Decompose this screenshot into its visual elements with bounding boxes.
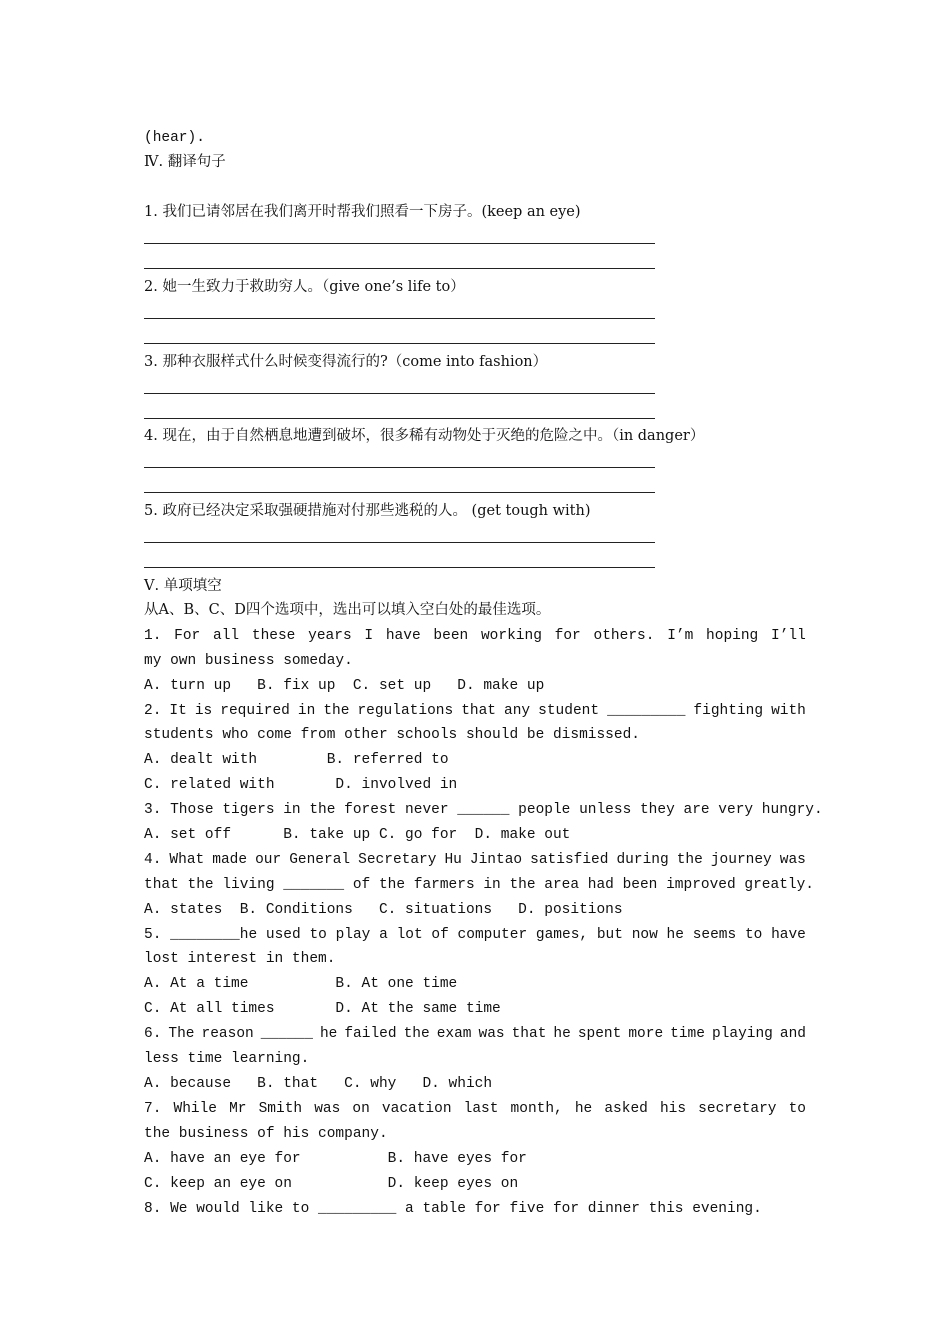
- question-6-options: A. because B. that C. why D. which: [144, 1076, 493, 1092]
- answer-line: [144, 318, 655, 319]
- question-7-options-cd: C. keep an eye on D. keep eyes on: [144, 1176, 519, 1192]
- translation-item-4: 4. 现在，由于自然栖息地遭到破坏，很多稀有动物处于灭绝的危险之中。（in danger）: [144, 428, 705, 444]
- word: he: [666, 927, 684, 943]
- word: games,: [535, 927, 589, 943]
- answer-line: [144, 467, 655, 468]
- word: our: [255, 852, 282, 868]
- word: satisfied: [530, 852, 609, 868]
- word: hoping: [706, 628, 759, 644]
- word: the: [323, 703, 350, 719]
- word: 1.: [144, 628, 162, 644]
- question-5-stem-cont: lost interest in them.: [144, 951, 336, 967]
- translation-item-1: 1. 我们已请邻居在我们离开时帮我们照看一下房子。(keep an eye): [144, 204, 581, 220]
- question-3-options: A. set off B. take up C. go for D. make out: [144, 827, 571, 843]
- question-1-stem: [144, 626, 806, 646]
- word: in: [297, 703, 316, 719]
- word: with: [771, 703, 806, 719]
- section-5-instruction: 从A、B、C、D四个选项中，选出可以填入空白处的最佳选项。: [144, 602, 551, 618]
- word: that: [511, 1026, 547, 1042]
- word: Hu: [444, 852, 462, 868]
- word: It: [169, 703, 187, 719]
- word: to: [744, 927, 763, 943]
- question-7-options-ab: A. have an eye for B. have eyes for: [144, 1151, 527, 1167]
- answer-line: [144, 393, 655, 394]
- word: been: [433, 628, 469, 644]
- answer-line: [144, 343, 655, 344]
- word: a: [379, 927, 388, 943]
- word: years: [308, 628, 352, 644]
- continuation-text: (hear).: [144, 130, 205, 146]
- word: during: [616, 852, 669, 868]
- word: While: [173, 1101, 218, 1117]
- word: exam: [436, 1026, 472, 1042]
- word: play: [335, 927, 371, 943]
- word: on: [352, 1101, 370, 1117]
- word: student: [538, 703, 600, 719]
- word: ________he: [170, 927, 258, 943]
- word: used: [265, 927, 301, 943]
- word: his: [659, 1101, 687, 1117]
- word: was: [314, 1101, 341, 1117]
- question-2-options-cd: C. related with D. involved in: [144, 777, 458, 793]
- word: have: [771, 927, 806, 943]
- question-2-options-ab: A. dealt with B. referred to: [144, 752, 449, 768]
- question-1-options: A. turn up B. fix up C. set up D. make up: [144, 678, 545, 694]
- word: others.: [593, 628, 655, 644]
- question-8-stem: 8. We would like to _________ a table for five for dinner this evening.: [144, 1201, 762, 1217]
- word: have: [385, 628, 421, 644]
- word: the: [676, 852, 703, 868]
- word: the: [403, 1026, 430, 1042]
- word: was: [478, 1026, 505, 1042]
- question-4-stem-cont: that the living _______ of the farmers in the area had been improved greatly.: [144, 877, 815, 893]
- word: is: [194, 703, 213, 719]
- word: asked: [604, 1101, 648, 1117]
- word: seems: [692, 927, 737, 943]
- word: required: [220, 703, 290, 719]
- word: any: [504, 703, 531, 719]
- word: failed: [344, 1026, 397, 1042]
- word: that: [461, 703, 496, 719]
- word: these: [251, 628, 296, 644]
- word: he: [574, 1101, 593, 1117]
- word: spent: [577, 1026, 622, 1042]
- question-1-stem-cont: my own business someday.: [144, 653, 353, 669]
- word: For: [174, 628, 201, 644]
- word: Secretary: [358, 852, 437, 868]
- word: regulations: [357, 703, 454, 719]
- word: 2.: [144, 703, 162, 719]
- answer-line: [144, 243, 655, 244]
- word: _________: [607, 703, 686, 719]
- word: he: [319, 1026, 338, 1042]
- word: reason: [201, 1026, 254, 1042]
- answer-line: [144, 268, 655, 269]
- word: playing: [711, 1026, 773, 1042]
- answer-line: [144, 542, 655, 543]
- word: journey: [710, 852, 772, 868]
- question-5-stem: [144, 925, 806, 945]
- section-5-heading: Ⅴ. 单项填空: [144, 578, 222, 594]
- word: I: [364, 628, 374, 644]
- translation-item-3: 3. 那种衣服样式什么时候变得流行的?（come into fashion）: [144, 354, 548, 370]
- answer-line: [144, 567, 655, 568]
- section-4-heading: Ⅳ. 翻译句子: [144, 154, 226, 170]
- question-4-stem: [144, 850, 806, 870]
- word: The: [168, 1026, 195, 1042]
- word: working: [480, 628, 542, 644]
- word: to: [788, 1101, 806, 1117]
- word: was: [779, 852, 806, 868]
- word: vacation: [381, 1101, 452, 1117]
- question-6-stem: [144, 1024, 806, 1044]
- question-5-options-ab: A. At a time B. At one time: [144, 976, 458, 992]
- question-3-stem: 3. Those tigers in the forest never ______ people unless they are very hungry.: [144, 802, 823, 818]
- question-2-stem: [144, 701, 806, 721]
- word: made: [212, 852, 248, 868]
- word: 4.: [144, 852, 162, 868]
- word: secretary: [698, 1101, 777, 1117]
- word: for: [554, 628, 581, 644]
- question-2-stem-cont: students who come from other schools should be dismissed.: [144, 727, 640, 743]
- answer-line: [144, 418, 655, 419]
- answer-line: [144, 492, 655, 493]
- translation-item-5: 5. 政府已经决定采取强硬措施对付那些逃税的人。 (get tough with): [144, 503, 591, 519]
- word: time: [670, 1026, 705, 1042]
- word: ______: [260, 1026, 313, 1042]
- word: month,: [510, 1101, 563, 1117]
- word: but: [596, 927, 623, 943]
- word: lot: [396, 927, 423, 943]
- word: of: [431, 927, 449, 943]
- word: he: [553, 1026, 571, 1042]
- word: What: [169, 852, 205, 868]
- question-6-stem-cont: less time learning.: [144, 1051, 310, 1067]
- word: Smith: [258, 1101, 303, 1117]
- word: General: [289, 852, 351, 868]
- question-7-stem-cont: the business of his company.: [144, 1126, 388, 1142]
- word: now: [631, 927, 658, 943]
- translation-item-2: 2. 她一生致力于救助穷人。（give one’s life to）: [144, 279, 465, 295]
- word: 6.: [144, 1026, 162, 1042]
- word: more: [628, 1026, 664, 1042]
- word: to: [309, 927, 327, 943]
- word: and: [779, 1026, 806, 1042]
- word: computer: [457, 927, 528, 943]
- word: last: [463, 1101, 499, 1117]
- word: I’ll: [771, 628, 806, 644]
- word: 5.: [144, 927, 162, 943]
- word: I’m: [667, 628, 694, 644]
- word: Jintao: [469, 852, 523, 868]
- word: 7.: [144, 1101, 162, 1117]
- word: Mr: [229, 1101, 247, 1117]
- question-5-options-cd: C. At all times D. At the same time: [144, 1001, 501, 1017]
- question-4-options: A. states B. Conditions C. situations D. positions: [144, 902, 623, 918]
- question-7-stem: [144, 1099, 806, 1119]
- word: fighting: [693, 703, 764, 719]
- word: all: [213, 628, 240, 644]
